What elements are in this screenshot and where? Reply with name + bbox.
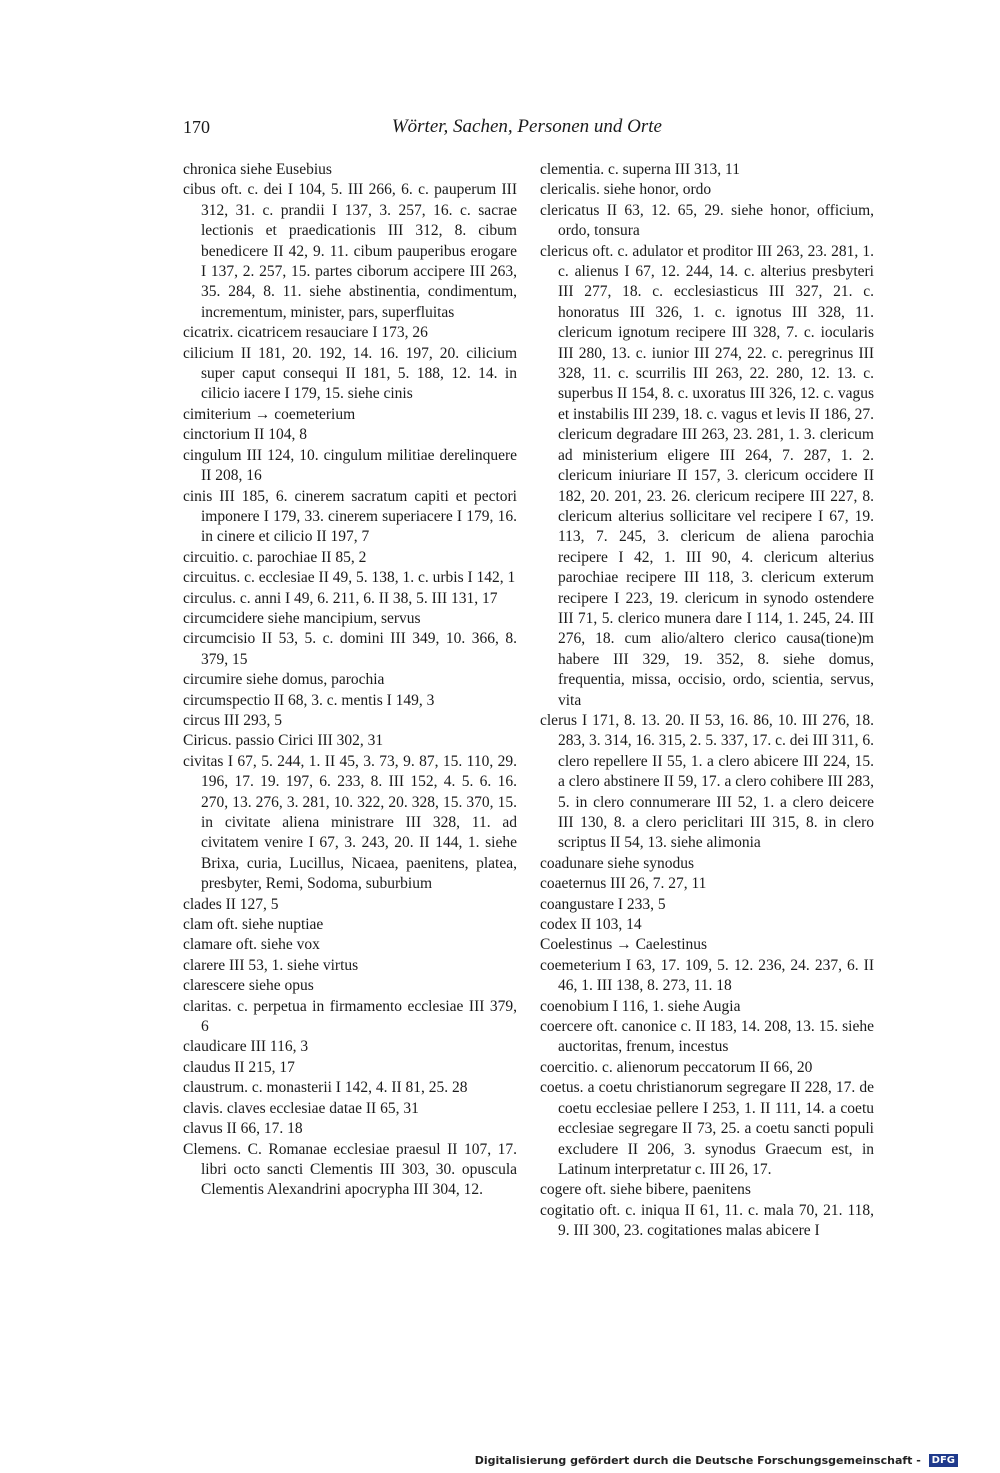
index-entry: cogitatio oft. c. iniqua II 61, 11. c. mala 70, 21. 118, 9. III 300, 23. cogitationes malas abicere I [540, 1201, 874, 1240]
index-entry: circumire siehe domus, parochia [183, 671, 385, 689]
index-entry: cingulum III 124, 10. cingulum militiae derelinquere II 208, 16 [183, 446, 517, 485]
index-entry: Coelestinus → Caelestinus [540, 936, 708, 954]
index-entry: coangustare I 233, 5 [540, 895, 666, 913]
index-entry: circumcidere siehe mancipium, servus [183, 609, 421, 627]
index-entry: codex II 103, 14 [540, 916, 642, 934]
index-entry: Clemens. C. Romanae ecclesiae praesul II 107, 17. libri octo sancti Clementis III 303, 30. opuscula Clementis Alexandrini apocrypha III 304, 12. [183, 1140, 517, 1199]
index-entry: clamare oft. siehe vox [183, 936, 320, 954]
index-entry: coemeterium I 63, 17. 109, 5. 12. 236, 24. 237, 6. II 46, 1. III 138, 8. 273, 11. 18 [540, 956, 874, 995]
index-column-right [540, 160, 874, 1242]
index-entry: clericatus II 63, 12. 65, 29. siehe honor, officium, ordo, tonsura [540, 201, 874, 240]
index-entry: coadunare siehe synodus [540, 854, 695, 872]
index-entry: cicatrix. cicatricem resauciare I 173, 26 [183, 324, 428, 342]
index-entry: circuitio. c. parochiae II 85, 2 [183, 548, 367, 566]
index-entry: claustrum. c. monasterii I 142, 4. II 81, 25. 28 [183, 1079, 468, 1097]
index-entry: coetus. a coetu christianorum segregare II 228, 17. de coetu ecclesiae pellere I 253, 1. II 111, 14. a coetu ecclesiae segregare II 73, 25. a coetu sancti populi excludere II 206, 3. synodus Graecum est, in Latinum interpretatur c. III 26, 17. [540, 1079, 874, 1178]
index-entry: clarescere siehe opus [183, 977, 314, 995]
index-entry: cimiterium → coemeterium [183, 405, 356, 423]
dfg-logo-icon: DFG [929, 1454, 958, 1467]
index-entry: claritas. c. perpetua in firmamento ecclesiae III 379, 6 [183, 997, 517, 1036]
footer-text: Digitalisierung gefördert durch die Deutsche Forschungsgemeinschaft - [474, 1453, 921, 1467]
index-entry: coercere oft. canonice c. II 183, 14. 208, 13. 15. siehe auctoritas, frenum, incestus [540, 1018, 874, 1056]
index-entry: clementia. c. superna III 313, 11 [540, 161, 740, 178]
digitization-footer [475, 1454, 958, 1468]
index-entry: clavus II 66, 17. 18 [183, 1120, 303, 1138]
index-entry: clericus oft. c. adulator et proditor III 263, 23. 281, 1. c. alienus I 67, 12. 244, 14. c. alterius presbyteri III 277, 18. c. ecclesiasticus III 327, 21. c. honoratus III 326, 1. c. ignotus III 328, 11. clericum ignotum recipere III 328, 7. c. iocularis III 280, 13. c. iunior III 274, 22. c. peregrinus III 328, 11. c. scurrilis III 263, 22. 280, 12. 13. c. superbus II 154, 8. c. uxoratus III 326, 12. c. vagus et instabilis III 239, 18. c. vagus et levis II 186, 27. clericum degradare III 263, 23. 281, 1. 3. clericum ad ministerium eligere III 264, 7. 287, 1. 2. clericum iniuriare II 157, 3. clericum occidere II 182, 20. 201, 23. 26. clericum recipere III 227, 8. clericum alterius sollicitare vel recipere I 67, 19. 113, 7. 245, 3. clericum de aliena parochia recipere I 42, 1. III 90, 4. clericum alterius parochiae recipere III 118, 3. clericum exterum recipere I 223, 19. clericum in synodo ostendere III 71, 5. clerico munera dare I 114, 1. 245, 24. III 276, 18. cum alio/altero clerico causa(tione)m habere III 329, 19. 352, 8. siehe domus, frequentia, missa, occisio, ordo, scientia, servus, vita [540, 242, 874, 709]
index-entry: cogere oft. siehe bibere, paenitens [540, 1181, 751, 1199]
page-number: 170 [183, 117, 210, 137]
index-entry: cinis III 185, 6. cinerem sacratum capiti et pectori imponere I 179, 33. cinerem superiacere I 179, 16. in cinere et cilicio II 197, 7 [183, 487, 517, 546]
index-entry: cibus oft. c. dei I 104, 5. III 266, 6. c. pauperum III 312, 31. c. prandii I 137, 3. 257, 16. c. sacrae lectionis et praedicationis III 312, 8. cibum benedicere II 42, 9. 11. cibum pauperibus erogare I 137, 2. 257, 15. partes ciborum accipere III 263, 35. 284, 8. 11. siehe abstinentia, condimentum, incrementum, minister, pars, superfluitas [183, 181, 517, 321]
index-entry: civitas I 67, 5. 244, 1. II 45, 3. 73, 9. 87, 15. 110, 29. 196, 17. 19. 197, 6. 233, 8. III 152, 4. 5. 6. 16. 270, 13. 276, 3. 281, 10. 322, 20. 328, 15. 370, 15. in civitate aliena ministrare III 328, 11. ad civitatem venire I 67, 3. 243, 20. II 144, 1. siehe Brixa, curia, Lucillus, Nicaea, paenitens, platea, presbyter, Remi, Sodoma, suburbium [183, 752, 517, 893]
index-entry: claudus II 215, 17 [183, 1058, 295, 1076]
index-entry: coercitio. c. alienorum peccatorum II 66, 20 [540, 1058, 813, 1076]
running-title: Wörter, Sachen, Personen und Orte [391, 116, 662, 137]
index-entry: chronica siehe Eusebius [183, 161, 332, 178]
index-entry: cinctorium II 104, 8 [183, 426, 307, 444]
index-entry: circuitus. c. ecclesiae II 49, 5. 138, 1. c. urbis I 142, 1 [183, 569, 516, 587]
index-entry: clericalis. siehe honor, ordo [540, 181, 712, 199]
index-column-left [183, 160, 517, 1201]
index-entry: clerus I 171, 8. 13. 20. II 53, 16. 86, 10. III 276, 18. 283, 3. 314, 16. 315, 2. 5. 337, 17. c. dei III 311, 6. clero repellere II 55, 1. a clero abicere III 224, 15. a clero abstinere II 59, 17. a clero cohibere III 283, 5. in clero connumerare III 52, 1. a clero deicere III 130, 8. a clero periclitari III 315, 8. in clero scriptus II 54, 13. siehe alimonia [540, 711, 874, 852]
index-entry: clarere III 53, 1. siehe virtus [183, 956, 359, 974]
index-entry: circulus. c. anni I 49, 6. 211, 6. II 38, 5. III 131, 17 [183, 589, 498, 607]
index-entry: coaeternus III 26, 7. 27, 11 [540, 875, 707, 893]
index-entry: clam oft. siehe nuptiae [183, 916, 324, 934]
index-entry: clades II 127, 5 [183, 895, 279, 913]
index-entry: circumcisio II 53, 5. c. domini III 349, 10. 366, 8. 379, 15 [183, 630, 517, 668]
index-entry: clavis. claves ecclesiae datae II 65, 31 [183, 1099, 419, 1117]
index-entry: coenobium I 116, 1. siehe Augia [540, 997, 741, 1015]
index-entry: claudicare III 116, 3 [183, 1038, 309, 1056]
index-entry: circus III 293, 5 [183, 711, 282, 729]
index-entry: circumspectio II 68, 3. c. mentis I 149, 3 [183, 691, 435, 709]
index-entry: cilicium II 181, 20. 192, 14. 16. 197, 20. cilicium super caput consequi II 181, 5. 188, 12. 14. in cilicio iacere I 179, 15. siehe cinis [183, 344, 517, 403]
index-entry: Ciricus. passio Cirici III 302, 31 [183, 732, 384, 750]
